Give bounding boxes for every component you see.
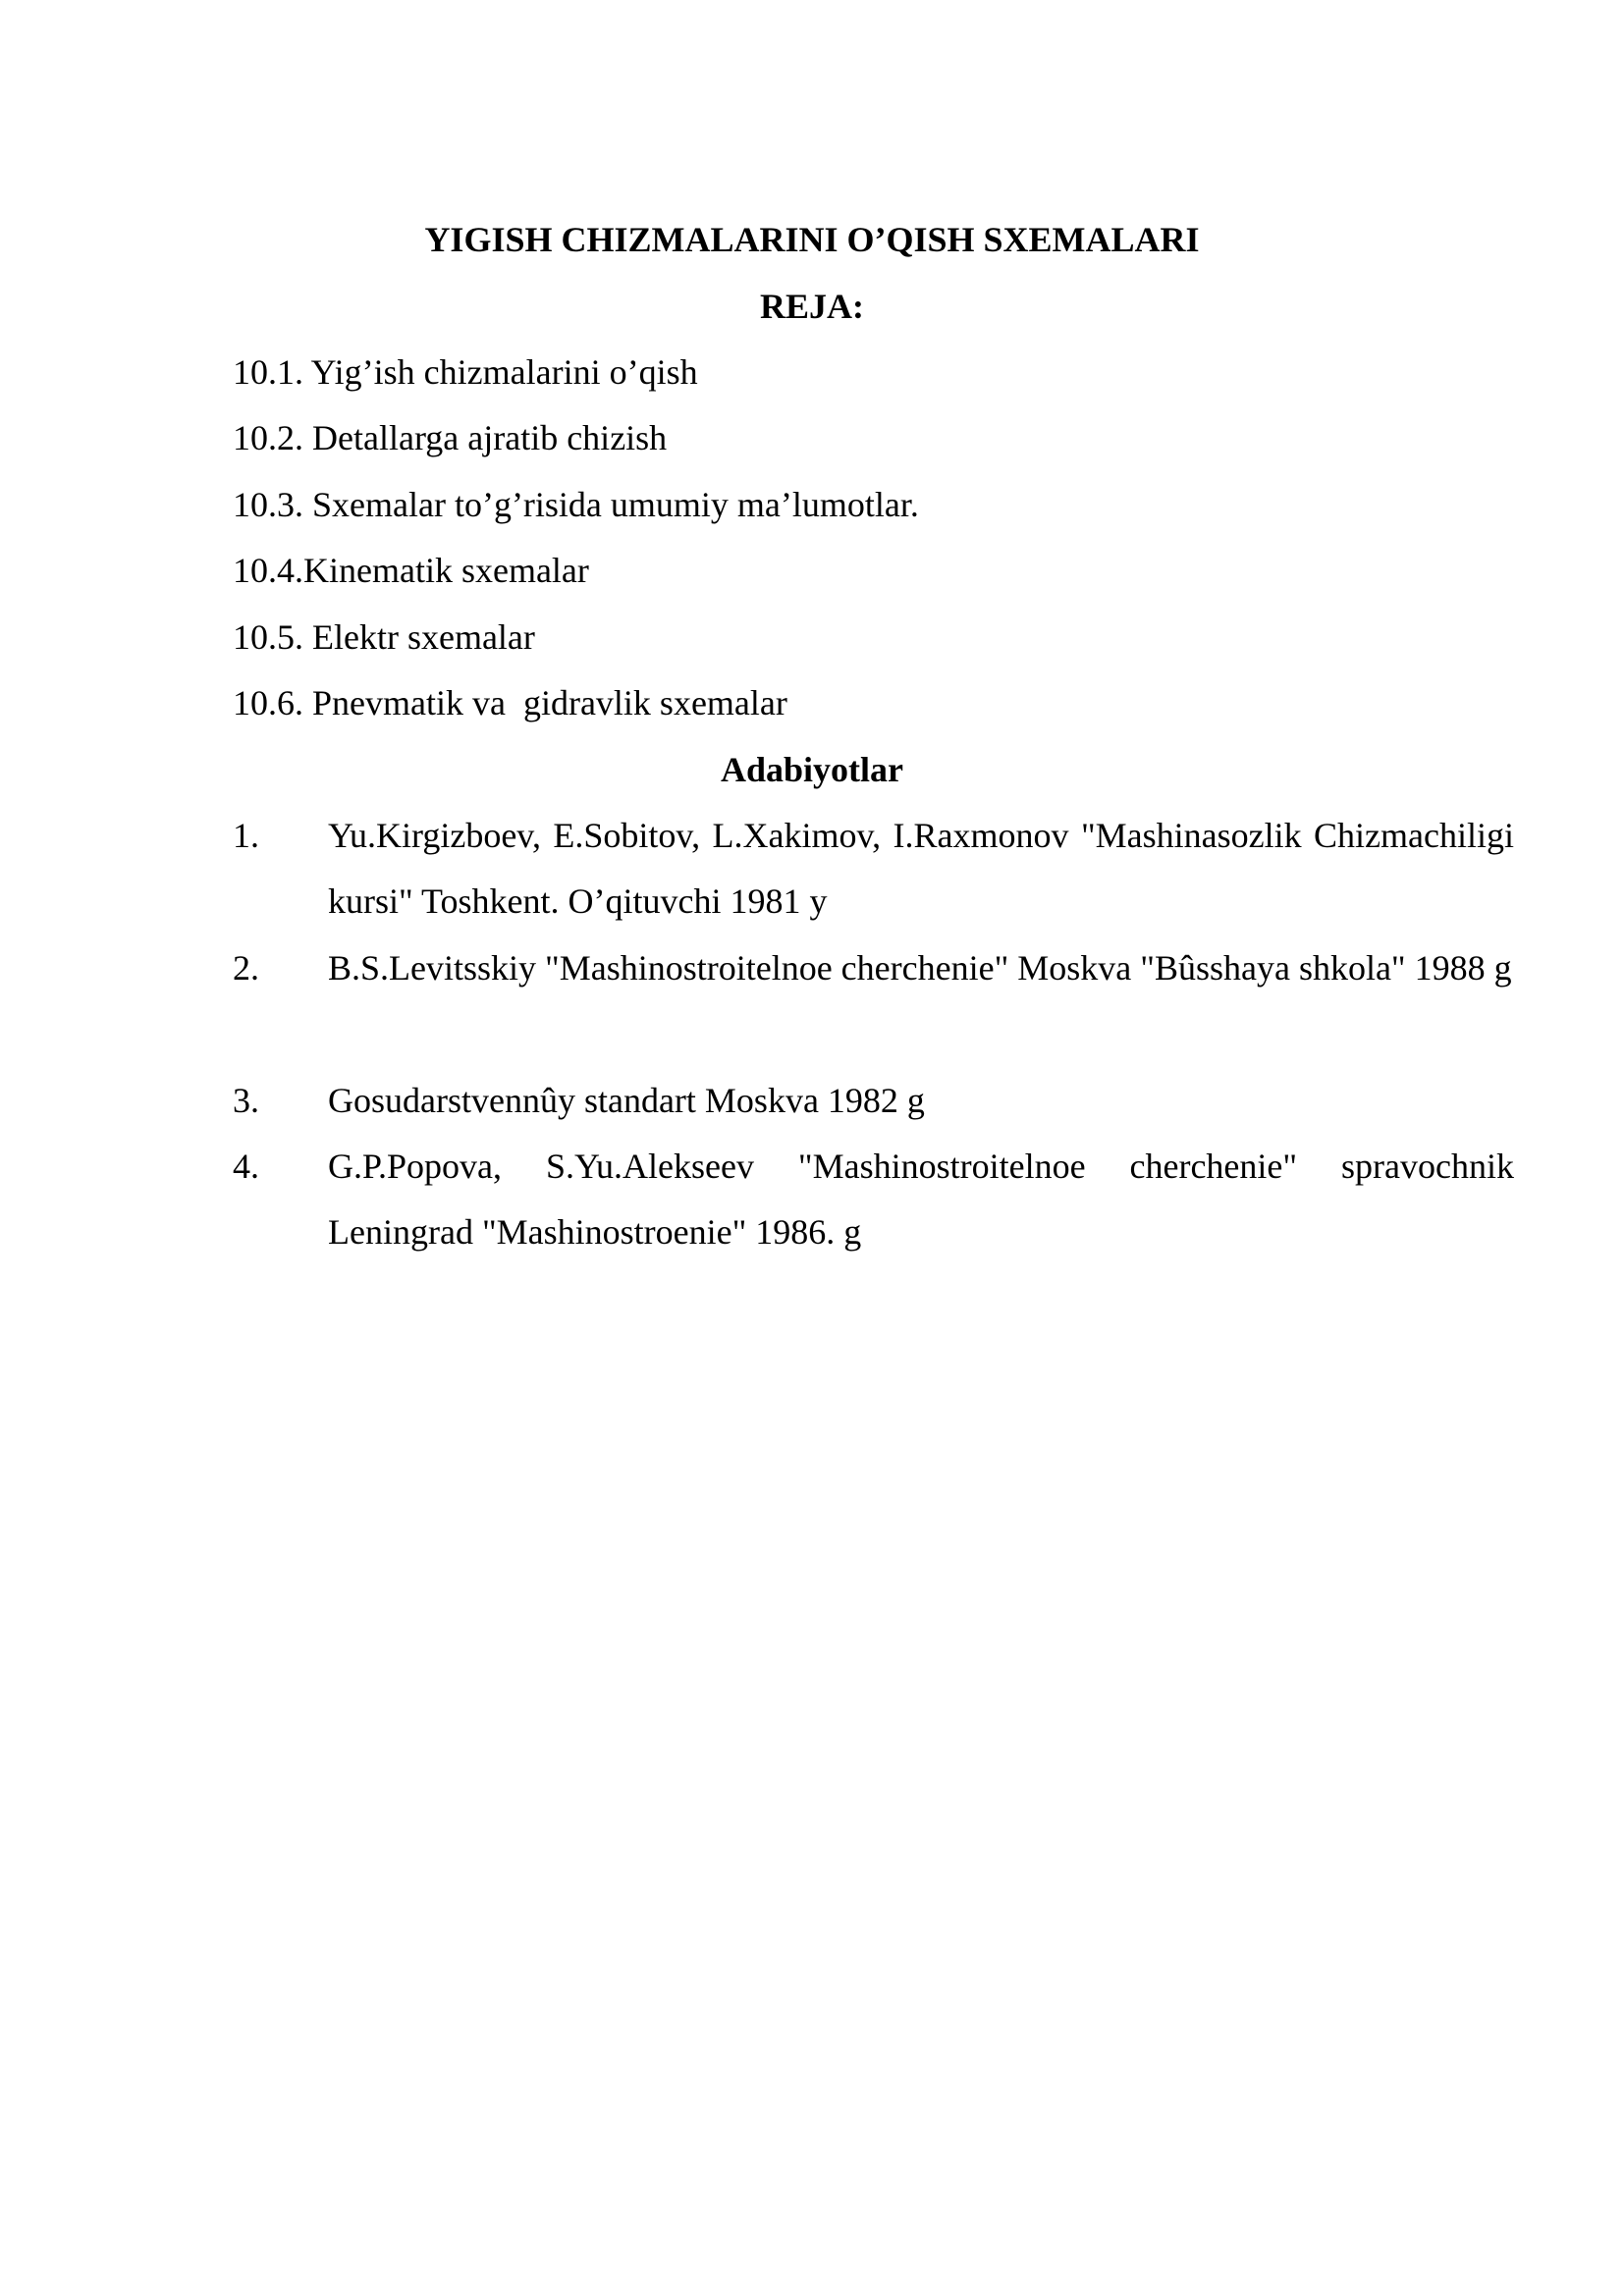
plan-item: 10.3. Sxemalar to’g’risida umumiy ma’lumotlar.: [233, 485, 919, 524]
reference-text: Gosudarstvennûy standart Moskva 1982 g: [328, 1081, 925, 1120]
reference-number: 4.: [233, 1147, 259, 1186]
plan-item: 10.4.Kinematik sxemalar: [233, 551, 589, 590]
reference-number: 2.: [233, 948, 259, 988]
document-title: YIGISH CHIZMALARINI O’QISH SXEMALARI: [424, 220, 1200, 259]
reference-text: Yu.Kirgizboev, E.Sobitov, L.Xakimov, I.Raxmonov "Mashinasozlik Chizmachiligi kursi" Toshkent. O’qituvchi 1981 y: [328, 816, 1514, 921]
plan-heading: REJA:: [760, 287, 864, 326]
plan-item: 10.1. Yig’ish chizmalarini o’qish: [233, 352, 698, 392]
references-heading: Adabiyotlar: [720, 750, 903, 789]
plan-item: 10.2. Detallarga ajratib chizish: [233, 418, 668, 457]
plan-item: 10.5. Elektr sxemalar: [233, 617, 535, 657]
plan-item: 10.6. Pnevmatik va gidravlik sxemalar: [233, 683, 787, 722]
reference-number: 1.: [233, 816, 259, 855]
reference-number: 3.: [233, 1081, 259, 1120]
reference-text: G.P.Popova, S.Yu.Alekseev "Mashinostroitelnoe cherchenie" spravochnik Leningrad "Mashinostroenie" 1986. g: [328, 1147, 1514, 1252]
reference-text: B.S.Levitsskiy "Mashinostroitelnoe cherchenie" Moskva "Bûsshaya shkola" 1988 g: [328, 948, 1512, 988]
